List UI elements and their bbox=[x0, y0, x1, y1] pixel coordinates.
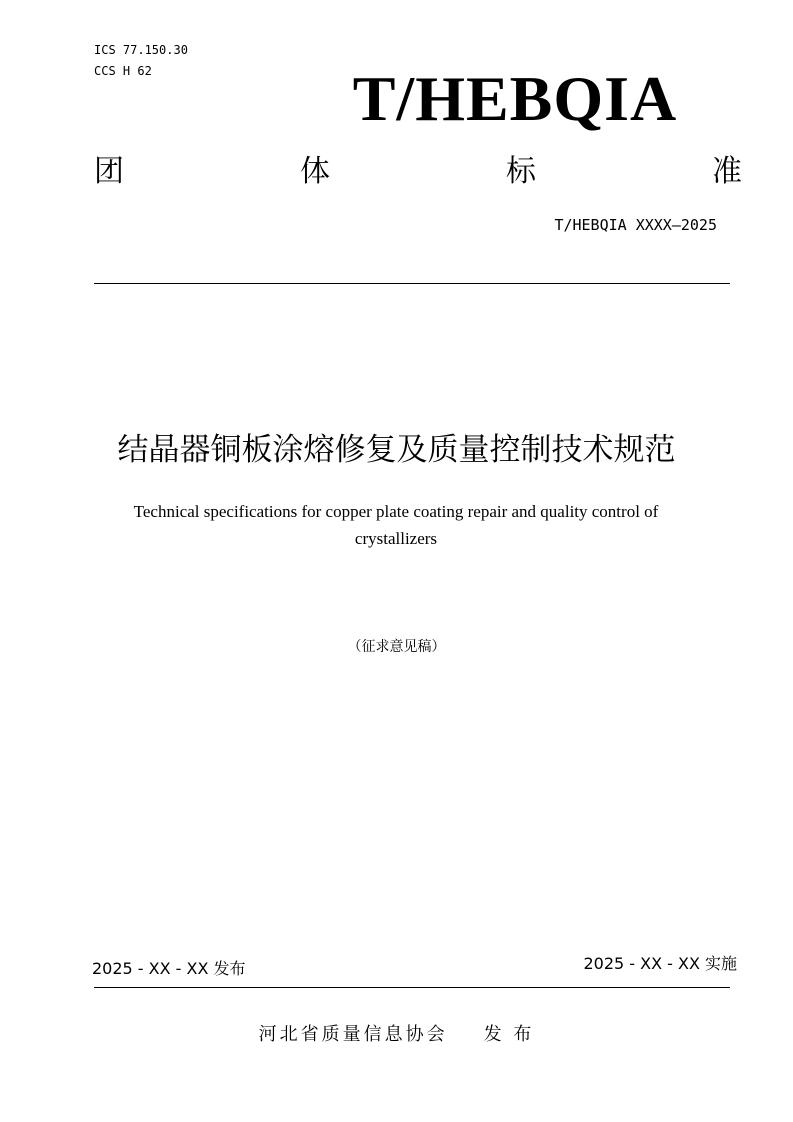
publish-date: 2025 - XX - XX 发布 bbox=[92, 959, 246, 978]
footer-divider bbox=[94, 987, 730, 988]
doc-type-char: 准 bbox=[712, 154, 742, 189]
doc-type-char: 标 bbox=[506, 154, 536, 189]
classification-codes bbox=[94, 40, 188, 82]
title-english-line: Technical specifications for copper plate coating repair and quality control of bbox=[133, 502, 659, 521]
issue-word: 发 布 bbox=[483, 1024, 535, 1045]
doc-type-char: 团 bbox=[94, 154, 124, 189]
title-english-line: crystallizers bbox=[354, 529, 438, 548]
issuer-name: 河北省质量信息协会 bbox=[258, 1024, 448, 1045]
organization-code: T/HEBQIA bbox=[352, 63, 678, 134]
header-divider bbox=[94, 283, 730, 284]
issuer-line bbox=[0, 1020, 793, 1046]
standard-number: T/HEBQIA XXXX—2025 bbox=[554, 216, 717, 234]
title-english bbox=[96, 498, 696, 552]
implement-date: 2025 - XX - XX 实施 bbox=[583, 954, 737, 973]
ics-code: ICS 77.150.30 bbox=[94, 43, 188, 57]
ccs-code: CCS H 62 bbox=[94, 64, 152, 78]
draft-label: （征求意见稿） bbox=[347, 639, 446, 655]
document-type bbox=[94, 152, 742, 192]
title-chinese: 结晶器铜板涂熔修复及质量控制技术规范 bbox=[117, 432, 676, 468]
doc-type-char: 体 bbox=[300, 154, 330, 189]
